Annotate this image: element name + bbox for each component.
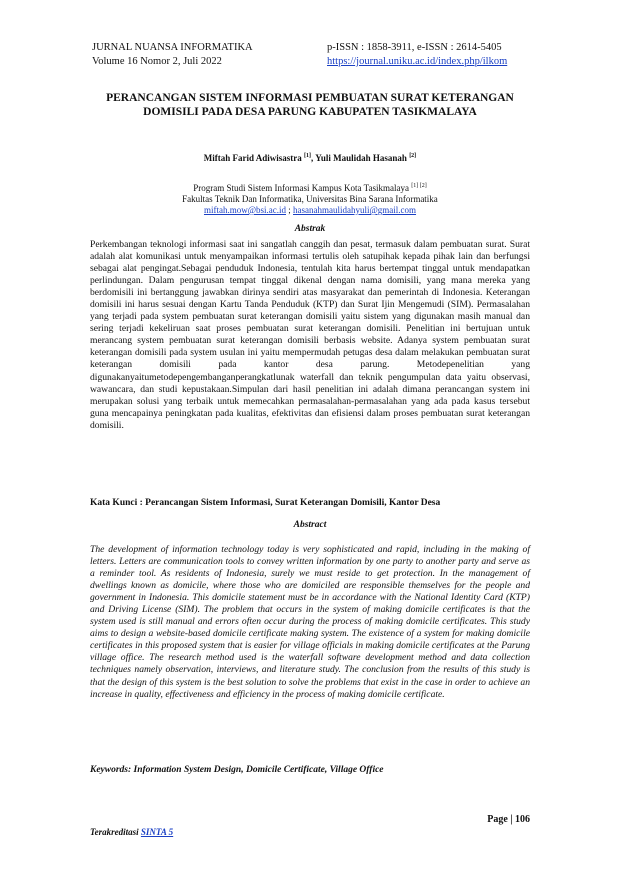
email-link-2[interactable]: hasanahmaulidahyuli@gmail.com [293,205,417,215]
affiliation-program-line [90,181,530,194]
abstract-body: The development of information technology today is very sophisticated and rapid, including in the making of letters. Letters are communication tools to convey written information by one party to another party and serve as a reminder tool. As residents of Indonesia, surely we must reside to get protection. In the management of dwellings known as domicile, where those who are domiciled are responsible themselves for the people and government in Indonesia. This domicile statement must be in accordance with the National Identity Card (KTP) and Driving License (SIM). The problem that occurs in the system of making domicile certificates is that the system used is still manual and errors often occur during the process of making domicile certificates. This study aims to design a website-based domicile certificate making system. The existence of a system for making domicile certificates in this proposed system that is easier for village officials in making domicile certificates at the Parung village office. The research method used is the waterfall software development method and data collection techniques namely observation, interviews, and literature study. The conclusion from the results of this study is that the design of this system is the best solution to solve the problems that exist in the case in order to achieve an increase in quality, effectiveness and efficiency in the process of making domicile certificate. [90,544,530,700]
author-2-sup: [2] [409,153,417,159]
journal-header-left [92,41,253,69]
email-separator: ; [286,205,294,215]
affiliation-program: Program Studi Sistem Informasi Kampus Kota Tasikmalaya [193,183,409,193]
journal-url-link[interactable]: https://journal.uniku.ac.id/index.php/ilkom [327,56,508,67]
footer-accreditation [90,827,173,837]
paper-title: PERANCANGAN SISTEM INFORMASI PEMBUATAN SURAT KETERANGAN DOMISILI PADA DESA PARUNG KABUPATEN TASIKMALAYA [106,92,514,118]
sinta-link[interactable]: SINTA 5 [140,827,174,837]
footer-label: Terakreditasi [90,827,141,837]
page-number: Page | 106 [487,814,530,825]
journal-issn: p-ISSN : 1858-3911, e-ISSN : 2614-5405 [327,42,502,53]
keywords: Keywords: Information System Design, Domicile Certificate, Village Office [90,765,384,775]
author-separator: , [311,153,316,163]
affiliation [90,181,530,216]
abstrak-body: Perkembangan teknologi informasi saat ini sangatlah canggih dan pesat, termasuk dalam pembuatan surat. Surat adalah alat komunikasi untuk menyampaikan informasi tertulis oleh satupihak kepada pihak lain dan berfungsi sebagai alat pengingat.Sebagai penduduk Indonesia, tentulah kita harus bertempat tinggal untuk mendapatkan perlindungan. Dalam pengurusan tempat tinggal dikenal dengan nama domisili, yang mana mereka yang berdomisili ini bertanggung jawabkan dirinya sendiri atas masyarakat dan pemerintah di Indonesia. Keterangan domisili ini harus sesuai dengan Kartu Tanda Penduduk (KTP) dan Surat Ijin Mengemudi (SIM). Permasalahan yang terjadi pada system pembuatan surat keterangan domisili yaitu sistem yang digunakan masih manual dan sering terjadi kekeliruan saat proses pembuatan surat keterangan domisili. Penelitian ini bertujuan untuk merancang system pembuatan surat keterangan domisili berbasis website. Adanya system pembuatan surat keterangan domisili pada system usulan ini yaitu mempermudah petugas desa dalam melakukan pembuatan surat keterangan domisili pada kantor desa parung. Metodepenelitian yang digunakanyaitumetodepengembanganperangkatlunak waterfall dan teknik pengumpulan data yaitu observasi, wawancara, dan studi kepustakaan.Simpulan dari hasil penelitian ini adalah dimana perancangan system ini merupakan solusi yang terbaik untuk memecahkan permasalahan-permasalahan yang ada pada kasus tersebut guna mencapainya peningkatan pada kualitas, efektivitas dan efisiensi dalam proses pembuatan surat keterangan domisili. [90,239,530,431]
abstrak-heading: Abstrak [294,224,326,234]
author-1: Miftah Farid Adiwisastra [203,153,302,163]
journal-volume: Volume 16 Nomor 2, Juli 2022 [92,56,222,67]
email-link-1[interactable]: miftah.mow@bsi.ac.id [203,205,286,215]
affiliation-sup: [1] [2] [411,183,427,189]
journal-header-right [327,41,507,69]
author-line [90,153,530,163]
abstract-heading: Abstract [293,520,327,530]
email-line [90,205,530,216]
kata-kunci: Kata Kunci : Perancangan Sistem Informasi, Surat Keterangan Domisili, Kantor Desa [90,498,441,508]
journal-name: JURNAL NUANSA INFORMATIKA [92,42,253,53]
author-1-sup: [1] [304,153,312,159]
author-2: Yuli Maulidah Hasanah [315,153,407,163]
affiliation-faculty: Fakultas Teknik Dan Informatika, Universitas Bina Sarana Informatika [182,194,438,204]
